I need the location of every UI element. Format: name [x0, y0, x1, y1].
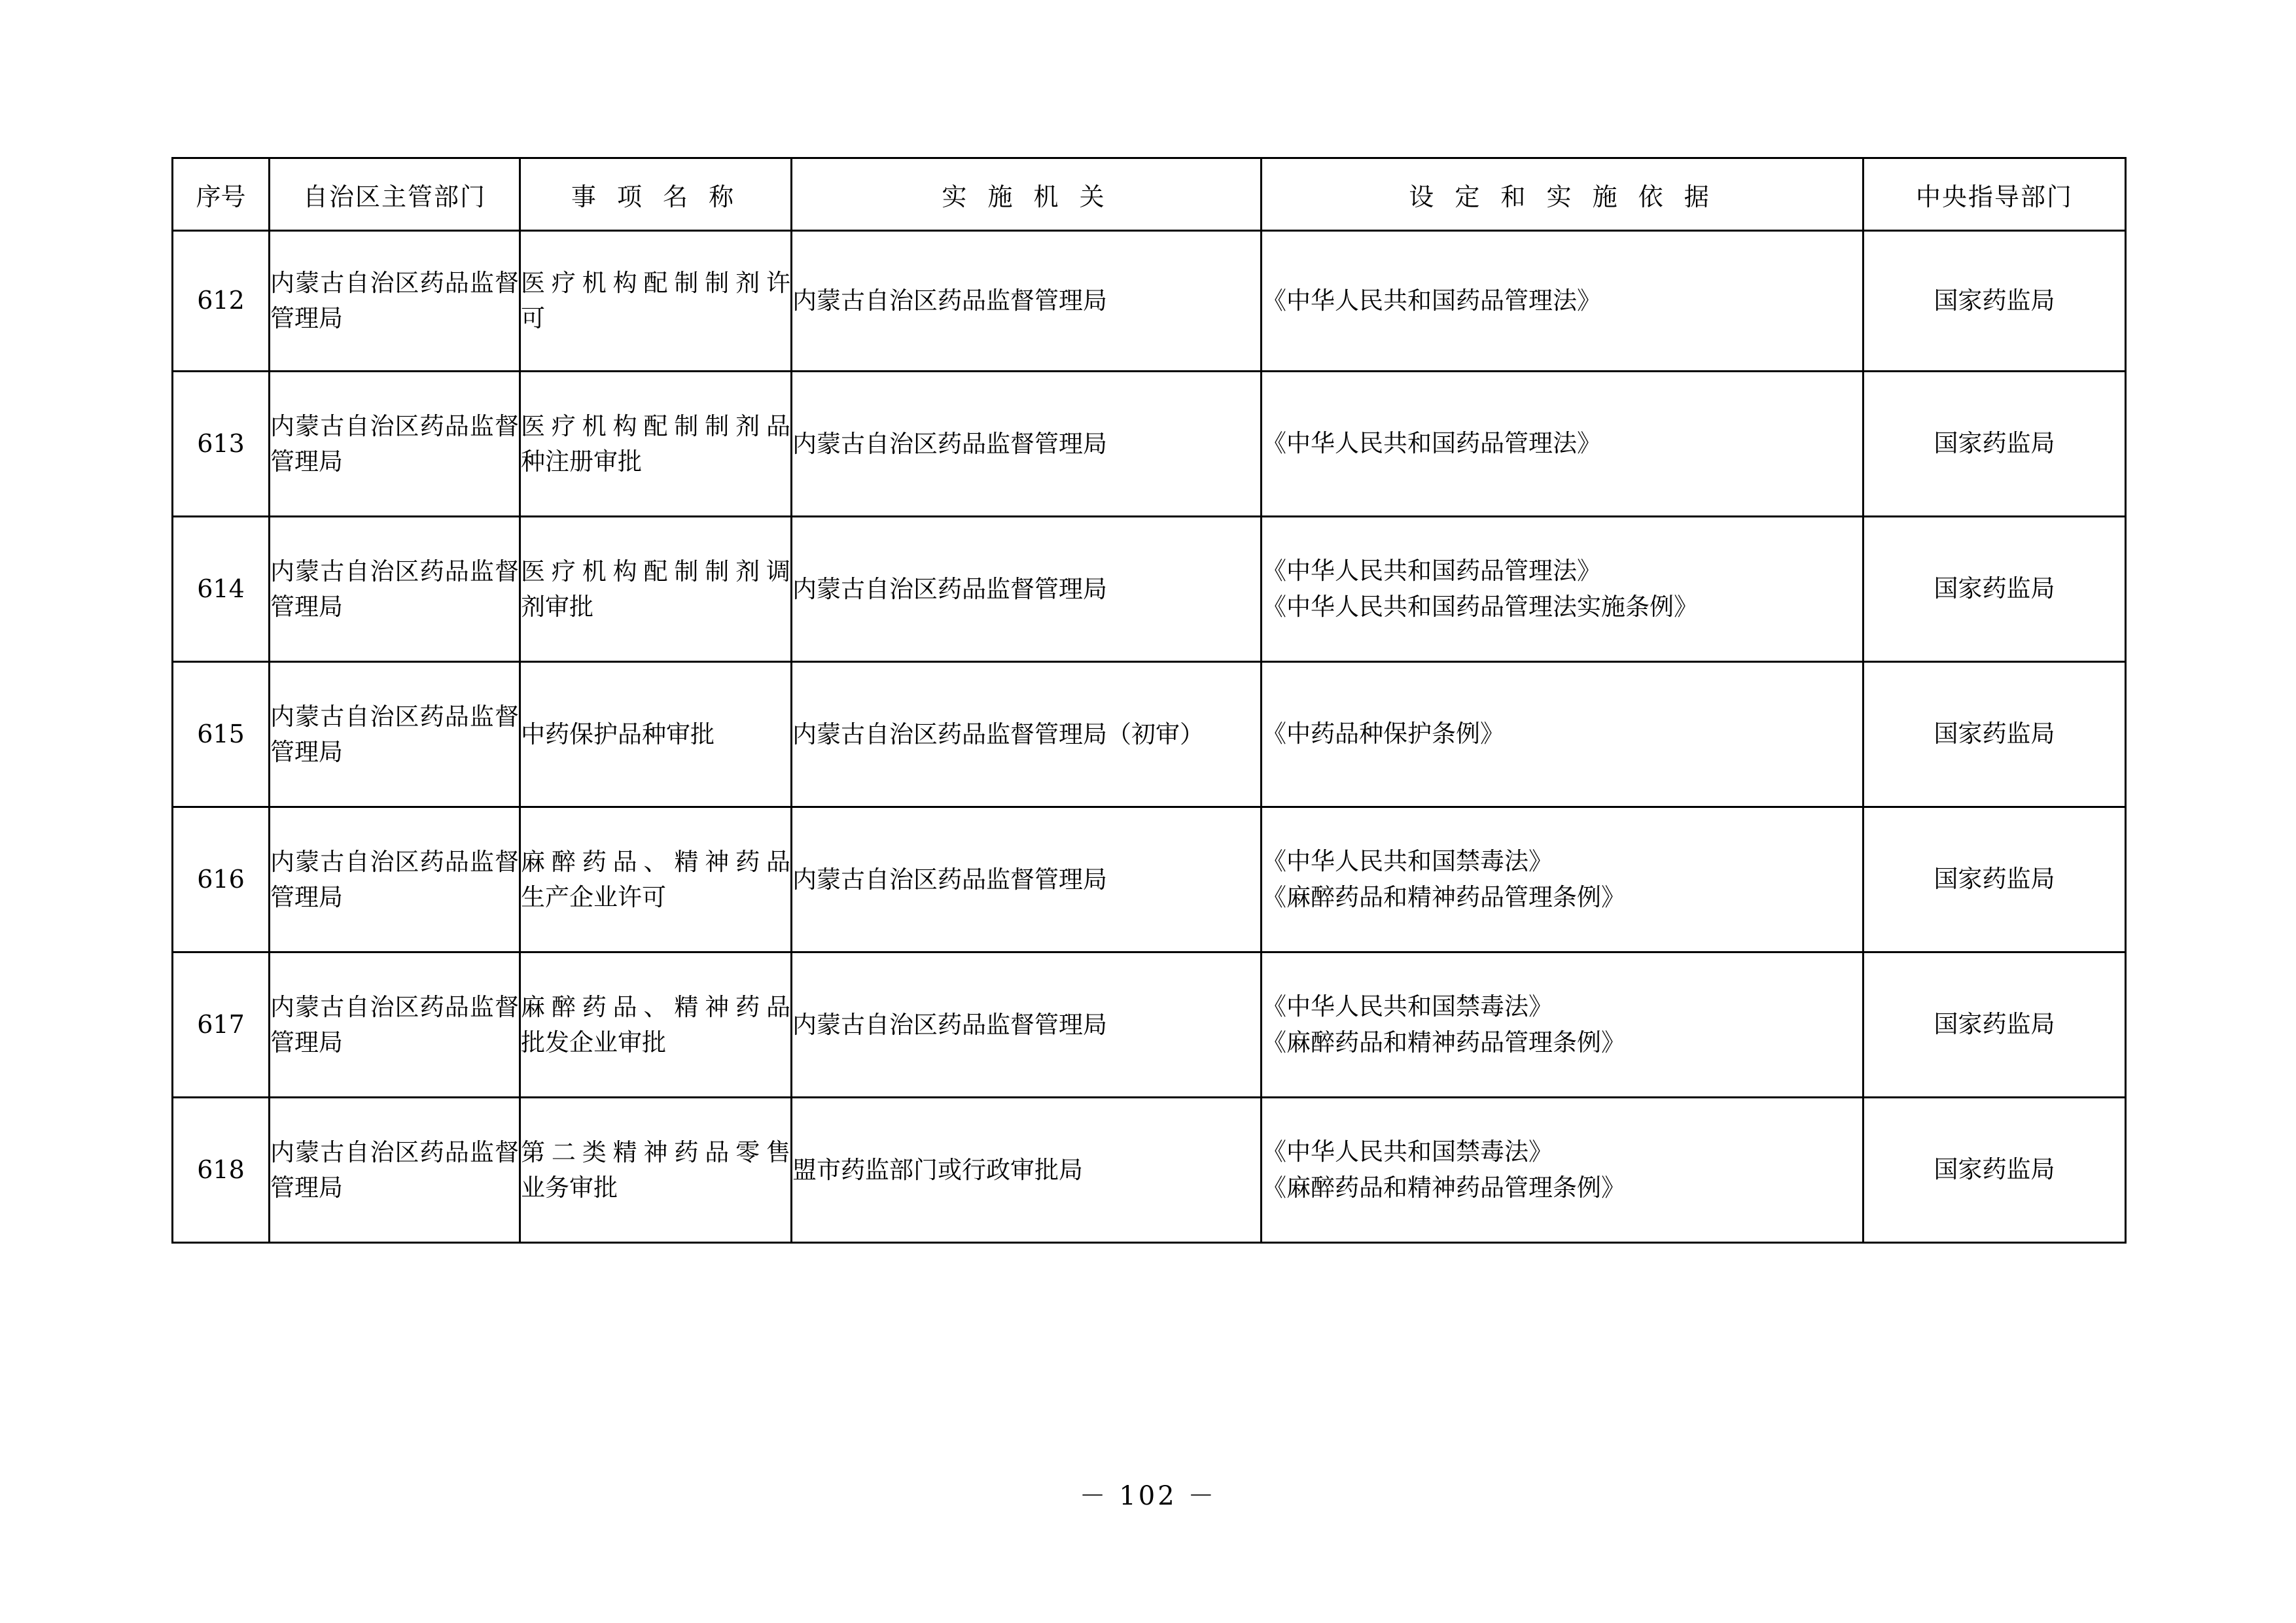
- cell-item-name-line1: 医疗机构配制制剂调: [521, 557, 790, 585]
- cell-legal-basis-line2: 《麻醉药品和精神药品管理条例》: [1262, 1028, 1625, 1056]
- cell-department: 内蒙古自治区药品监督管理局: [270, 1098, 520, 1243]
- cell-item-name-line1: 第二类精神药品零售: [521, 1138, 790, 1166]
- cell-sequence: 612: [173, 231, 270, 372]
- cell-item-name: [520, 517, 792, 662]
- cell-sequence: 614: [173, 517, 270, 662]
- cell-item-name: [520, 372, 792, 517]
- cell-department: 内蒙古自治区药品监督管理局: [270, 662, 520, 807]
- cell-item-name-line2: 可: [521, 304, 545, 332]
- cell-legal-basis-line1: 《中华人民共和国禁毒法》: [1262, 846, 1553, 875]
- cell-implementing-organ: 盟市药监部门或行政审批局: [792, 1098, 1262, 1243]
- approval-items-table: [171, 157, 2127, 1244]
- cell-legal-basis: [1262, 662, 1863, 807]
- cell-central-department: 国家药监局: [1863, 952, 2126, 1098]
- cell-legal-basis: [1262, 517, 1863, 662]
- cell-legal-basis: [1262, 1098, 1863, 1243]
- cell-central-department: 国家药监局: [1863, 662, 2126, 807]
- cell-central-department: 国家药监局: [1863, 807, 2126, 952]
- cell-item-name: [520, 1098, 792, 1243]
- cell-legal-basis-line1: 《中华人民共和国禁毒法》: [1262, 992, 1553, 1021]
- cell-legal-basis-line2: 《麻醉药品和精神药品管理条例》: [1262, 1173, 1625, 1202]
- cell-implementing-organ: 内蒙古自治区药品监督管理局（初审）: [792, 662, 1262, 807]
- cell-sequence: 615: [173, 662, 270, 807]
- cell-legal-basis-line1: 《中药品种保护条例》: [1262, 720, 1504, 748]
- cell-department: 内蒙古自治区药品监督管理局: [270, 231, 520, 372]
- column-header-sequence: 序号: [173, 158, 270, 231]
- table-row: [173, 807, 2126, 952]
- table-row: [173, 952, 2126, 1098]
- cell-implementing-organ: 内蒙古自治区药品监督管理局: [792, 231, 1262, 372]
- cell-item-name-line2: 业务审批: [521, 1173, 618, 1202]
- cell-legal-basis-line1: 《中华人民共和国药品管理法》: [1262, 429, 1601, 458]
- cell-legal-basis-line2: 《麻醉药品和精神药品管理条例》: [1262, 882, 1625, 911]
- cell-legal-basis: [1262, 807, 1863, 952]
- cell-sequence: 618: [173, 1098, 270, 1243]
- cell-department: 内蒙古自治区药品监督管理局: [270, 517, 520, 662]
- cell-sequence: 616: [173, 807, 270, 952]
- table-row: [173, 517, 2126, 662]
- cell-legal-basis-line1: 《中华人民共和国药品管理法》: [1262, 286, 1601, 315]
- cell-implementing-organ: 内蒙古自治区药品监督管理局: [792, 952, 1262, 1098]
- table-body: [173, 231, 2126, 1243]
- cell-central-department: 国家药监局: [1863, 372, 2126, 517]
- cell-legal-basis: [1262, 372, 1863, 517]
- cell-department: 内蒙古自治区药品监督管理局: [270, 807, 520, 952]
- table-row: [173, 231, 2126, 372]
- cell-implementing-organ: 内蒙古自治区药品监督管理局: [792, 807, 1262, 952]
- table-row: [173, 1098, 2126, 1243]
- cell-item-name-line1: 麻醉药品、精神药品: [521, 992, 790, 1021]
- cell-legal-basis-line2: 《中华人民共和国药品管理法实施条例》: [1262, 592, 1698, 621]
- cell-implementing-organ: 内蒙古自治区药品监督管理局: [792, 517, 1262, 662]
- table-header: [173, 158, 2126, 231]
- column-header-item-name: 事 项 名 称: [520, 158, 792, 231]
- cell-item-name: [520, 662, 792, 807]
- page-number: － 102 －: [1079, 1481, 1217, 1511]
- cell-item-name-line1: 中药保护品种审批: [521, 720, 715, 748]
- cell-item-name-line2: 批发企业审批: [521, 1028, 666, 1056]
- cell-item-name-line1: 麻醉药品、精神药品: [521, 847, 790, 876]
- cell-central-department: 国家药监局: [1863, 1098, 2126, 1243]
- cell-item-name-line1: 医疗机构配制制剂品: [521, 411, 790, 440]
- cell-sequence: 617: [173, 952, 270, 1098]
- cell-item-name-line2: 生产企业许可: [521, 882, 666, 911]
- column-header-central-department: 中央指导部门: [1863, 158, 2126, 231]
- table-header-row: [173, 158, 2126, 231]
- approval-items-table-wrapper: [171, 157, 2125, 1244]
- table-row: [173, 372, 2126, 517]
- column-header-department: 自治区主管部门: [270, 158, 520, 231]
- cell-item-name: [520, 231, 792, 372]
- cell-item-name: [520, 952, 792, 1098]
- cell-legal-basis: [1262, 231, 1863, 372]
- column-header-legal-basis: 设 定 和 实 施 依 据: [1262, 158, 1863, 231]
- column-header-implementing-organ: 实 施 机 关: [792, 158, 1262, 231]
- cell-central-department: 国家药监局: [1863, 517, 2126, 662]
- cell-item-name-line1: 医疗机构配制制剂许: [521, 269, 790, 298]
- cell-department: 内蒙古自治区药品监督管理局: [270, 952, 520, 1098]
- cell-implementing-organ: 内蒙古自治区药品监督管理局: [792, 372, 1262, 517]
- table-row: [173, 662, 2126, 807]
- cell-department: 内蒙古自治区药品监督管理局: [270, 372, 520, 517]
- cell-item-name-line2: 剂审批: [521, 592, 593, 621]
- cell-item-name: [520, 807, 792, 952]
- cell-legal-basis-line1: 《中华人民共和国禁毒法》: [1262, 1137, 1553, 1166]
- cell-sequence: 613: [173, 372, 270, 517]
- cell-legal-basis-line1: 《中华人民共和国药品管理法》: [1262, 556, 1601, 585]
- cell-central-department: 国家药监局: [1863, 231, 2126, 372]
- cell-item-name-line2: 种注册审批: [521, 447, 642, 476]
- cell-legal-basis: [1262, 952, 1863, 1098]
